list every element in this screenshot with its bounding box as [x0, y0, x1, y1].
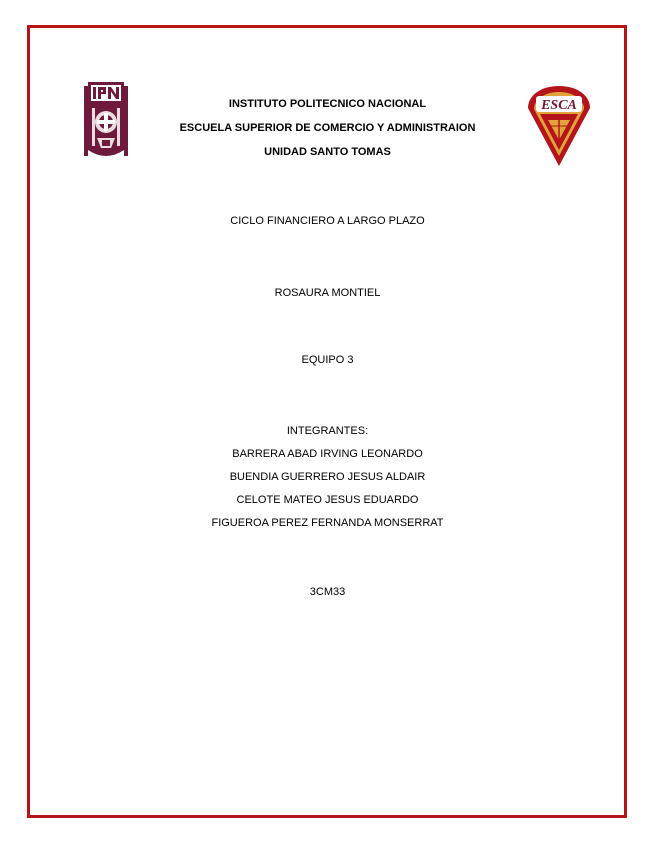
member-name: BUENDIA GUERRERO JESUS ALDAIR — [229, 471, 426, 483]
group-code: 3CM33 — [309, 586, 346, 598]
members-heading: INTEGRANTES: — [286, 425, 369, 437]
unit-title: UNIDAD SANTO TOMAS — [264, 146, 391, 158]
member-name: CELOTE MATEO JESUS EDUARDO — [236, 494, 419, 506]
ipn-logo-text: IPN — [106, 83, 108, 84]
member-name: BARRERA ABAD IRVING LEONARDO — [232, 448, 423, 460]
subject-title: CICLO FINANCIERO A LARGO PLAZO — [230, 215, 425, 227]
member-name: FIGUEROA PEREZ FERNANDA MONSERRAT — [211, 517, 444, 529]
school-title: ESCUELA SUPERIOR DE COMERCIO Y ADMINISTRAION — [179, 122, 476, 134]
esca-logo-text: ESCA — [541, 98, 577, 113]
teacher-name: ROSAURA MONTIEL — [274, 287, 381, 299]
institution-title: INSTITUTO POLITECNICO NACIONAL — [228, 98, 427, 110]
team-name: EQUIPO 3 — [301, 354, 354, 366]
